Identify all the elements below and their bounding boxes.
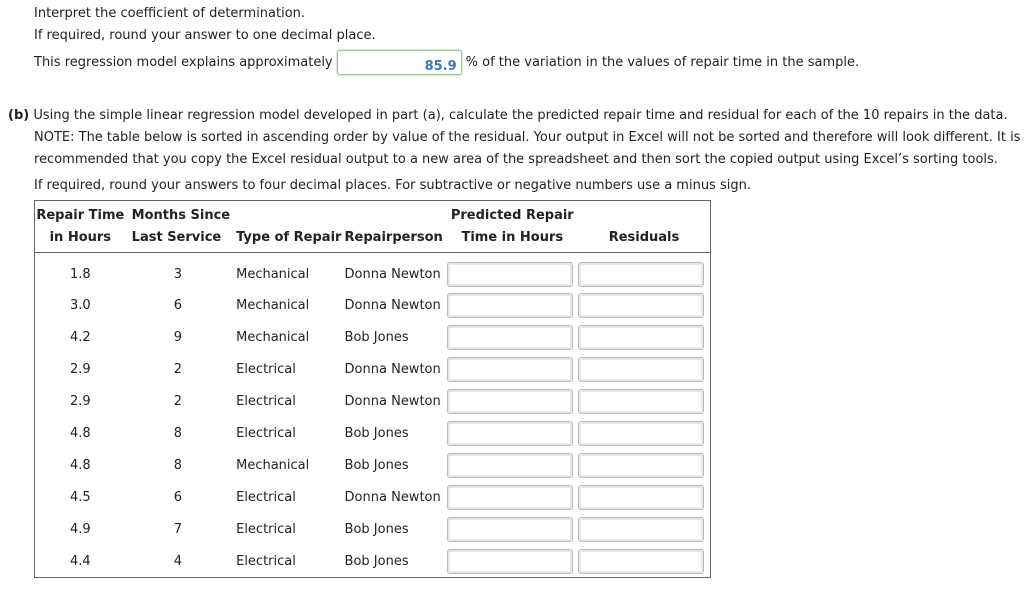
- cell-repair-time: 3.0: [69, 297, 91, 313]
- table-row: [35, 513, 711, 545]
- cell-type: Mechanical: [236, 266, 310, 282]
- cell-person: Donna Newton: [344, 297, 441, 313]
- cell-months: 4: [173, 553, 183, 569]
- cell-months: 2: [173, 393, 183, 409]
- residual-input[interactable]: [578, 517, 704, 542]
- cell-repair-time: 4.8: [69, 457, 91, 473]
- predicted-input[interactable]: [447, 293, 573, 318]
- predicted-input[interactable]: [447, 549, 573, 574]
- table-row: [35, 481, 711, 513]
- header-last-service: Last Service: [126, 227, 230, 253]
- residual-input[interactable]: [578, 293, 704, 318]
- r-squared-answer-field[interactable]: 85.9: [337, 50, 462, 75]
- cell-months: 9: [173, 329, 183, 345]
- residual-input[interactable]: [578, 325, 704, 350]
- answer-sentence-after: % of the variation in the values of repair time in the sample.: [465, 55, 860, 70]
- header-predicted-repair: Predicted Repair: [450, 208, 574, 223]
- cell-type: Electrical: [236, 361, 296, 377]
- cell-repair-time: 4.9: [69, 521, 91, 537]
- table-row: [35, 253, 711, 290]
- cell-person: Bob Jones: [344, 457, 409, 473]
- predicted-input[interactable]: [447, 389, 573, 414]
- cell-repair-time: 4.5: [69, 489, 91, 505]
- cell-person: Bob Jones: [344, 425, 409, 441]
- cell-person: Donna Newton: [344, 266, 441, 282]
- predicted-input[interactable]: [447, 421, 573, 446]
- table-row: [35, 289, 711, 321]
- cell-person: Bob Jones: [344, 329, 409, 345]
- cell-person: Donna Newton: [344, 393, 441, 409]
- table-row: [35, 385, 711, 417]
- residual-input[interactable]: [578, 485, 704, 510]
- answer-sentence: [34, 50, 859, 75]
- predicted-input[interactable]: [447, 485, 573, 510]
- predicted-input[interactable]: [447, 517, 573, 542]
- cell-repair-time: 4.2: [69, 329, 91, 345]
- residual-input[interactable]: [578, 357, 704, 382]
- header-months-since: Months Since: [131, 208, 231, 223]
- residual-input[interactable]: [578, 421, 704, 446]
- predicted-input[interactable]: [447, 453, 573, 478]
- residual-input[interactable]: [578, 453, 704, 478]
- cell-type: Electrical: [236, 521, 296, 537]
- cell-type: Mechanical: [236, 297, 310, 313]
- instruction-rounding: If required, round your answer to one decimal place.: [34, 28, 376, 43]
- cell-type: Electrical: [236, 425, 296, 441]
- header-residuals: Residuals: [578, 227, 711, 253]
- table-row: [35, 321, 711, 353]
- predicted-input[interactable]: [447, 325, 573, 350]
- cell-type: Electrical: [236, 393, 296, 409]
- header-in-hours: in Hours: [35, 227, 126, 253]
- cell-months: 6: [173, 297, 183, 313]
- cell-repair-time: 2.9: [69, 393, 91, 409]
- part-b-label: (b): [8, 108, 30, 123]
- predicted-input[interactable]: [447, 357, 573, 382]
- cell-person: Donna Newton: [344, 361, 441, 377]
- cell-type: Electrical: [236, 489, 296, 505]
- header-time-in-hours: Time in Hours: [447, 227, 578, 253]
- header-type-of-repair: Type of Repair: [230, 227, 344, 253]
- residual-input[interactable]: [578, 262, 704, 287]
- residual-input[interactable]: [578, 389, 704, 414]
- part-b-text: Using the simple linear regression model developed in part (a), calculate the predicted repair time and residual for each of the 10 repairs in the data.: [29, 108, 1008, 123]
- table-row: [35, 545, 711, 578]
- cell-months: 8: [173, 425, 183, 441]
- cell-months: 2: [173, 361, 183, 377]
- cell-months: 3: [173, 266, 183, 282]
- cell-type: Mechanical: [236, 457, 310, 473]
- cell-type: Electrical: [236, 553, 296, 569]
- table-row: [35, 353, 711, 385]
- header-repair-time: Repair Time: [36, 208, 125, 223]
- part-b-line1: [8, 108, 1008, 123]
- part-b-rounding: If required, round your answers to four decimal places. For subtractive or negative numbers use a minus sign.: [34, 178, 751, 193]
- table-row: [35, 417, 711, 449]
- cell-person: Donna Newton: [344, 489, 441, 505]
- cell-months: 6: [173, 489, 183, 505]
- header-repairperson: Repairperson: [345, 227, 447, 253]
- answer-sentence-before: This regression model explains approximately: [34, 55, 333, 70]
- cell-months: 7: [173, 521, 183, 537]
- residual-input[interactable]: [578, 549, 704, 574]
- cell-months: 8: [173, 457, 183, 473]
- cell-repair-time: 1.8: [69, 266, 91, 282]
- cell-type: Mechanical: [236, 329, 310, 345]
- cell-repair-time: 4.8: [69, 425, 91, 441]
- cell-repair-time: 2.9: [69, 361, 91, 377]
- table-row: [35, 449, 711, 481]
- cell-person: Bob Jones: [344, 553, 409, 569]
- part-b-recommendation: recommended that you copy the Excel residual output to a new area of the spreadsheet and then sort the copied output using Excel’s sorting tools.: [34, 152, 998, 167]
- part-b-note: NOTE: The table below is sorted in ascending order by value of the residual. Your output in Excel will not be sorted and therefore will look different. It is: [34, 130, 1021, 145]
- repair-data-table: [34, 200, 711, 578]
- predicted-input[interactable]: [447, 262, 573, 287]
- cell-person: Bob Jones: [344, 521, 409, 537]
- instruction-interpret: Interpret the coefficient of determination.: [34, 6, 306, 21]
- cell-repair-time: 4.4: [69, 553, 91, 569]
